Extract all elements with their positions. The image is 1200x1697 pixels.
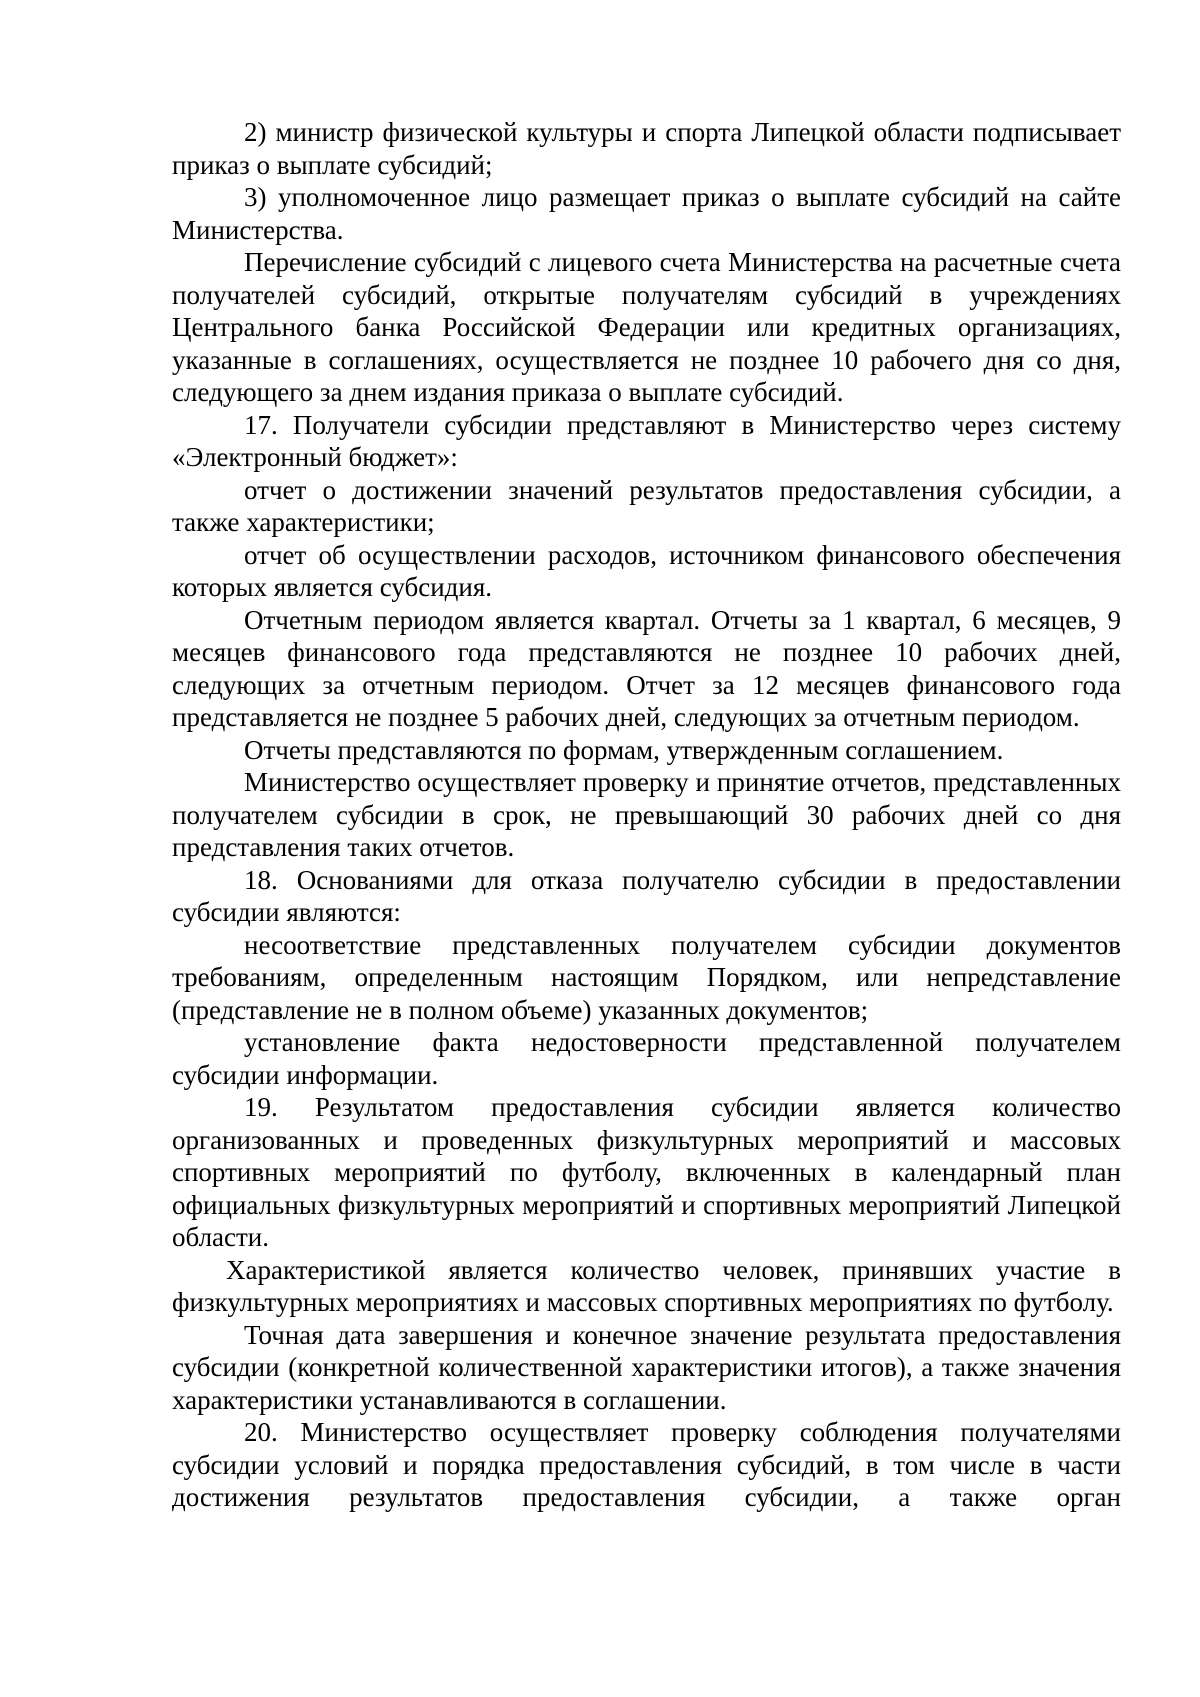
paragraph-refusal-reason-2: установление факта недостоверности представленной получателем субсидии информации.	[172, 1027, 1121, 1090]
paragraph-refusal-reason-1: несоответствие представленных получателем субсидии документов требованиям, определенным настоящим Порядком, или непредставление (представление не в полном объеме) указанных документов;	[172, 929, 1121, 1025]
paragraph-17: 17. Получатели субсидии представляют в Министерство через систему «Электронный бюджет»:	[172, 409, 1121, 472]
paragraph-reporting-period: Отчетным периодом является квартал. Отчеты за 1 квартал, 6 месяцев, 9 месяцев финансового года представляются не позднее 10 рабочих дней, следующих за отчетным периодом. Отчет за 12 месяцев финансового года представляется не позднее 5 рабочих дней, следующих за отчетным периодом.	[172, 604, 1121, 732]
paragraph-19: 19. Результатом предоставления субсидии является количество организованных и проведенных физкультурных мероприятий и массовых спортивных мероприятий по футболу, включенных в календарный план официальных физкультурных мероприятий и спортивных мероприятий Липецкой области.	[172, 1092, 1121, 1252]
paragraph-item-3: 3) уполномоченное лицо размещает приказ о выплате субсидий на сайте Министерства.	[172, 182, 1121, 245]
paragraph-report-expenses: отчет об осуществлении расходов, источником финансового обеспечения которых является субсидия.	[172, 539, 1121, 602]
paragraph-report-forms: Отчеты представляются по формам, утвержденным соглашением.	[244, 734, 1004, 765]
paragraph-ministry-check: Министерство осуществляет проверку и принятие отчетов, представленных получателем субсидии в срок, не превышающий 30 рабочих дней со дня представления таких отчетов.	[172, 767, 1121, 862]
paragraph-exact-date: Точная дата завершения и конечное значение результата предоставления субсидии (конкретной количественной характеристики итогов), а также значения характеристики устанавливаются в соглашении.	[172, 1319, 1121, 1415]
paragraph-characteristic: Характеристикой является количество человек, принявших участие в физкультурных мероприятиях и массовых спортивных мероприятиях по футболу.	[172, 1254, 1121, 1317]
paragraph-report-results: отчет о достижении значений результатов предоставления субсидии, а также характеристики;	[172, 474, 1121, 537]
document-page	[172, 116, 1121, 1514]
paragraph-18: 18. Основаниями для отказа получателю субсидии в предоставлении субсидии являются:	[172, 864, 1121, 927]
paragraph-20: 20. Министерство осуществляет проверку соблюдения получателями субсидии условий и порядка предоставления субсидий, в том числе в части достижения результатов предоставления субсидии, а также орган	[172, 1417, 1121, 1512]
paragraph-item-2: 2) министр физической культуры и спорта Липецкой области подписывает приказ о выплате субсидий;	[172, 117, 1121, 180]
paragraph-transfer: Перечисление субсидий с лицевого счета Министерства на расчетные счета получателей субсидий, открытые получателям субсидий в учреждениях Центрального банка Российской Федерации или кредитных организациях, указанные в соглашениях, осуществляется не позднее 10 рабочего дня со дня, следующего за днем издания приказа о выплате субсидий.	[172, 247, 1121, 407]
